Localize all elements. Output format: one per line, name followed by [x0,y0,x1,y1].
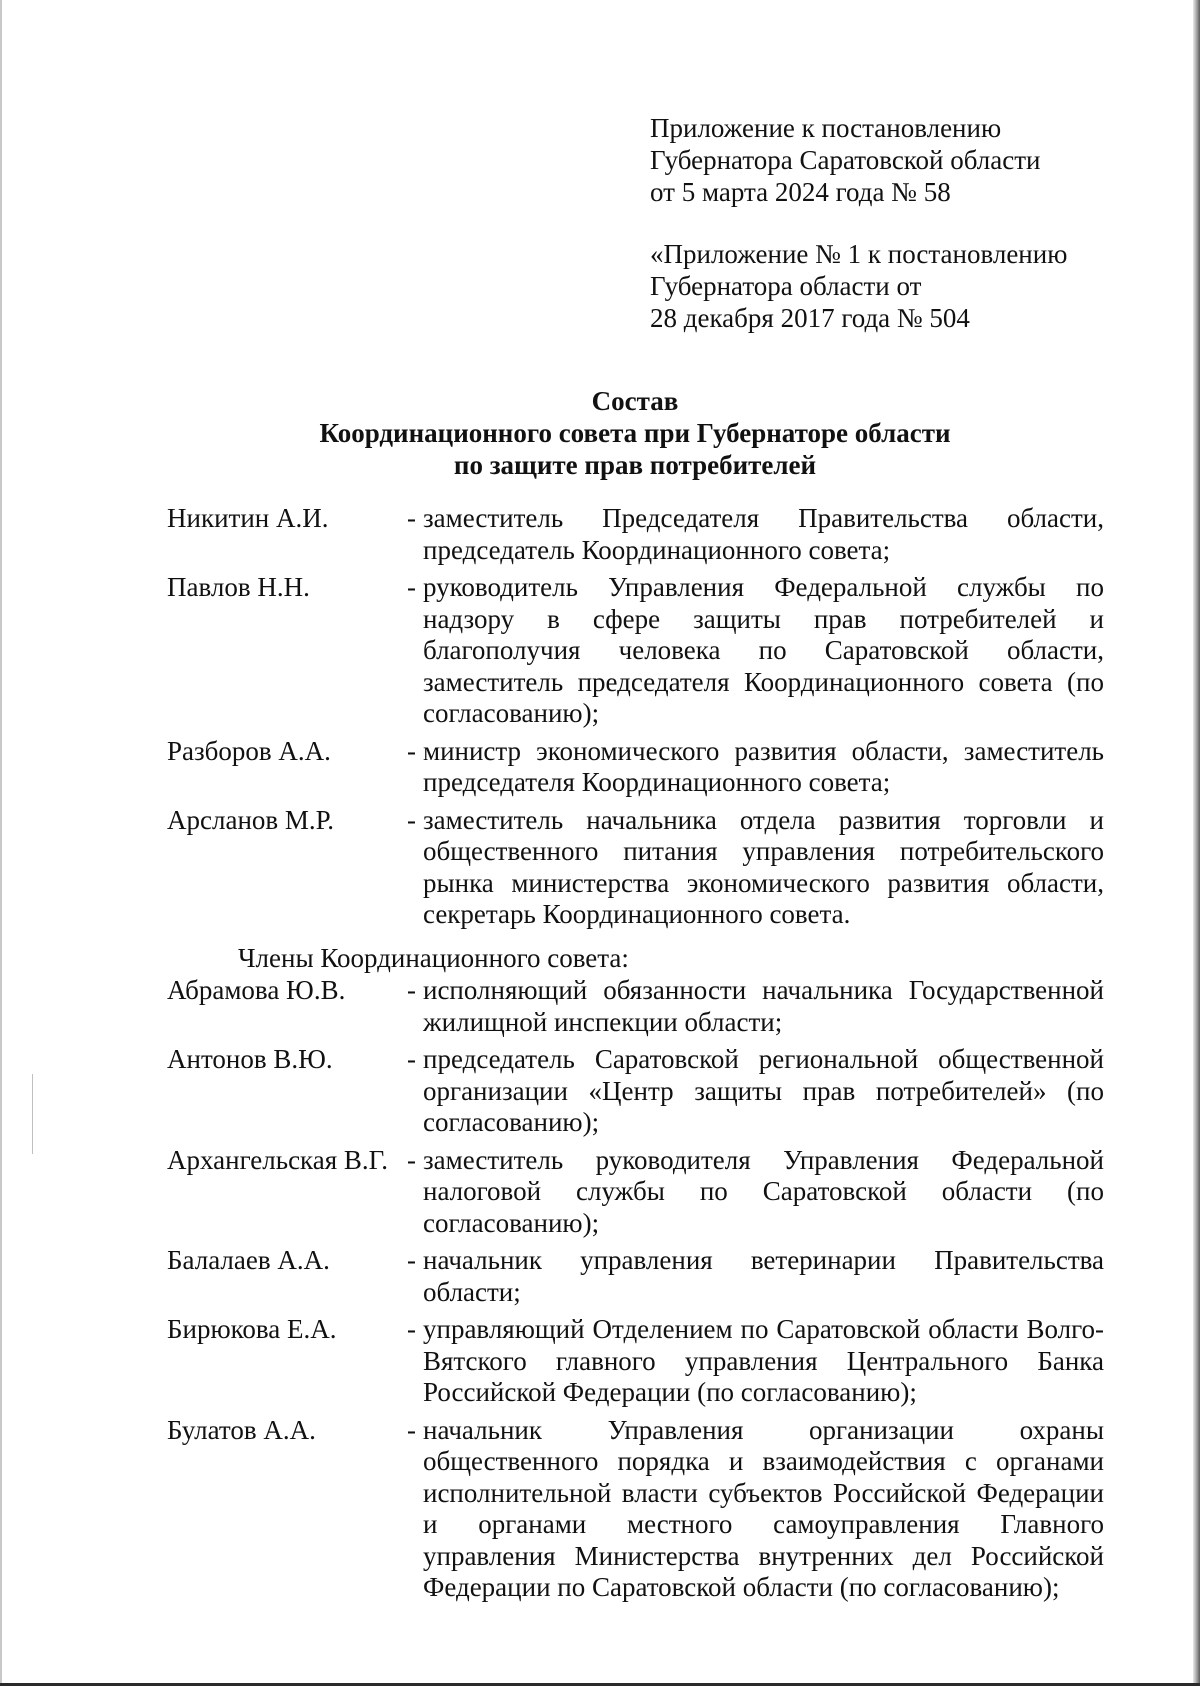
member-name: Архангельская В.Г. [167,1144,388,1175]
member-name: Антонов В.Ю. [167,1044,333,1074]
annex-line: Приложение к постановлению [650,113,1002,143]
list-item [167,975,1104,1038]
member-position: управляющий Отделением по Саратовской области Волго-Вятского главного управления Центрального Банка Российской Федерации (по согласованию); [423,1314,1104,1407]
list-item [167,503,1104,566]
list-item [167,736,1104,799]
members-list [167,975,1104,1610]
member-name: Булатов А.А. [167,1414,316,1445]
scan-artifact [32,1074,33,1154]
member-position: председатель Саратовской региональной общественной организации «Центр защиты прав потребителей» (по согласованию); [423,1044,1104,1137]
member-name: Балалаев А.А. [167,1245,330,1275]
dash: - [407,975,416,1005]
member-position: заместитель Председателя Правительства области, председатель Координационного совета; [423,503,1104,565]
list-item [167,1145,1104,1240]
dash: - [407,1414,416,1445]
list-item [167,805,1104,931]
scan-edge-left [0,0,2,1686]
dash: - [407,1144,416,1175]
member-position: руководитель Управления Федеральной службы по надзору в сфере защиты прав потребителей и благополучия человека по Саратовской области, заместитель председателя Координационного совета (по согласованию); [423,572,1104,728]
member-position: заместитель начальника отдела развития торговли и общественного питания управления потребительского рынка министерства экономического развития области, секретарь Координационного совета. [423,804,1104,929]
member-position: начальник управления ветеринарии Правительства области; [423,1245,1104,1307]
document-title [210,385,1060,481]
dash: - [407,804,416,835]
member-name: Абрамова Ю.В. [167,975,346,1005]
member-position: исполняющий обязанности начальника Государственной жилищной инспекции области; [423,975,1104,1037]
dash: - [407,1245,416,1275]
dash: - [407,572,416,602]
list-item [167,1314,1104,1409]
dash: - [407,503,416,533]
member-name: Павлов Н.Н. [167,572,310,602]
title-line: Состав [591,386,679,416]
reference-line: Губернатора области от [650,271,922,301]
annex-header [650,112,1110,334]
member-name: Арсланов М.Р. [167,804,335,835]
list-item [167,572,1104,730]
annex-line: от 5 марта 2024 года № 58 [650,177,951,207]
member-position: министр экономического развития области, заместитель председателя Координационного совета; [423,735,1104,797]
list-item [167,1044,1104,1139]
dash: - [407,735,416,766]
annex-line: Губернатора Саратовской области [650,145,1041,175]
scan-edge-right [1193,0,1200,1686]
list-item [167,1245,1104,1308]
members-heading: Члены Координационного совета: [238,943,629,973]
member-name: Бирюкова Е.А. [167,1314,337,1344]
leadership-list [167,503,1104,937]
list-item [167,1415,1104,1604]
member-name: Никитин А.И. [167,503,329,533]
dash: - [407,1044,416,1074]
member-position: начальник Управления организации охраны общественного порядка и взаимодействия с органами исполнительной власти субъектов Российской Федерации и органами местного самоуправления Главного управления Министерства внутренних дел Российской Федерации по Саратовской области (по согласованию); [423,1414,1104,1602]
member-name: Разборов А.А. [167,735,331,766]
dash: - [407,1314,416,1344]
title-line: Координационного совета при Губернаторе области [319,418,951,448]
reference-line: «Приложение № 1 к постановлению [650,239,1068,269]
reference-line: 28 декабря 2017 года № 504 [650,303,970,333]
title-line: по защите прав потребителей [453,450,817,480]
member-position: заместитель руководителя Управления Федеральной налоговой службы по Саратовской области (по согласованию); [423,1144,1104,1238]
